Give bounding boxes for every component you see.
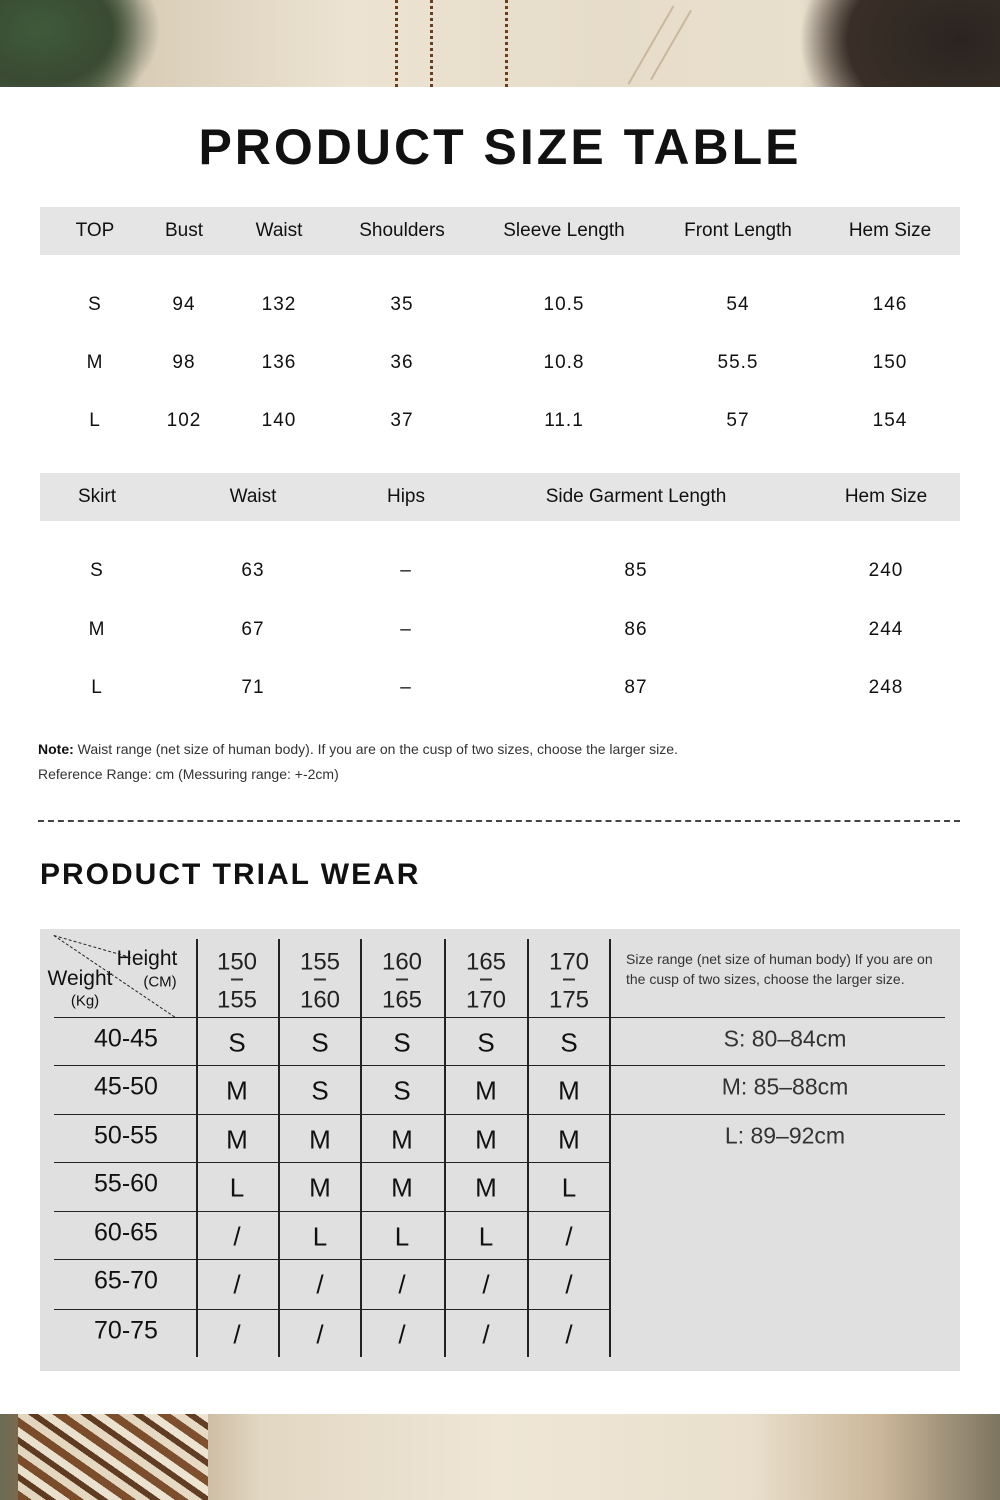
size-cell: M [475,1172,497,1203]
table-cell: 86 [624,619,648,640]
size-cell: S [228,1027,246,1058]
size-cell: / [233,1221,241,1252]
table-cell: 248 [868,677,904,698]
top-header-top: TOP [75,220,115,241]
size-note [38,737,678,787]
table-cell: – [400,677,412,698]
corner-weight-unit: (Kg) [70,992,100,1010]
trial-title: PRODUCT TRIAL WEAR [40,858,421,891]
grid-line [527,939,529,1357]
height-to: 175 [548,986,590,1014]
table-cell: 154 [872,410,908,431]
table-cell: 140 [261,410,297,431]
table-cell: 85 [624,560,648,581]
skirt-header-hem-size: Hem Size [844,486,928,507]
size-cell: L [229,1172,245,1203]
table-cell: 132 [261,294,297,315]
grid-line [609,1017,945,1018]
height-from: 155 [299,948,341,976]
skirt-table-header [40,473,960,521]
table-cell: – [400,560,412,581]
table-cell: 54 [726,294,750,315]
height-range-160-165 [382,944,422,1019]
size-cell: / [316,1319,324,1350]
grid-line [609,1114,945,1115]
size-cell: M [558,1124,580,1155]
table-cell: 37 [390,410,414,431]
weight-range: 70-75 [94,1316,158,1345]
corner-weight-label: Weight [47,967,113,990]
grid-line [278,939,280,1357]
table-cell: – [400,619,412,640]
skirt-header-hips: Hips [386,486,426,507]
table-cell: 63 [241,560,265,581]
grid-line [444,939,446,1357]
product-photo-top [0,0,1000,87]
size-cell: / [398,1269,406,1300]
size-cell: M [226,1124,248,1155]
table-cell: 146 [872,294,908,315]
top-header-waist: Waist [255,220,303,241]
weight-range: 45-50 [94,1072,158,1101]
height-range-170-175 [549,944,589,1019]
table-cell: 67 [241,619,265,640]
top-header-front-length: Front Length [684,220,792,241]
table-row [40,294,960,315]
top-header-bust: Bust [164,220,204,241]
skirt-header-waist: Waist [229,486,277,507]
table-cell: 10.8 [543,352,585,373]
size-cell: / [398,1319,406,1350]
trial-wear-table [40,929,960,1371]
height-to: 160 [299,986,341,1014]
size-cell: L [394,1221,410,1252]
reference-range: Reference Range: cm (Messuring range: +-2cm) [38,766,339,782]
grid-line [54,1162,609,1163]
table-cell: 102 [166,410,202,431]
corner-height-unit: (CM) [143,973,177,991]
table-cell: 71 [241,677,265,698]
size-cell: M [475,1124,497,1155]
size-cell: S [393,1027,411,1058]
table-cell: 240 [868,560,904,581]
size-cell: M [475,1075,497,1106]
table-row [40,352,960,373]
grid-line [54,1211,609,1212]
weight-range: 65-70 [94,1266,158,1295]
size-cell: S [311,1027,329,1058]
table-row [40,619,960,640]
top-size-table [40,207,960,447]
note-label: Note: [38,741,74,757]
height-to: 155 [216,986,258,1014]
height-to: 170 [465,986,507,1014]
table-row [40,560,960,581]
top-header-sleeve-length: Sleeve Length [503,220,625,241]
size-label: M [86,352,104,373]
top-header-hem-size: Hem Size [848,220,932,241]
table-cell: 36 [390,352,414,373]
size-cell: L [312,1221,328,1252]
size-cell: / [233,1319,241,1350]
size-cell: L [561,1172,577,1203]
table-cell: 98 [172,352,196,373]
size-cell: / [233,1269,241,1300]
size-cell: / [316,1269,324,1300]
weight-range: 60-65 [94,1218,158,1247]
bust-range: S: 80–84cm [723,1025,847,1052]
grid-line [54,1259,609,1260]
table-cell: 11.1 [544,410,584,431]
grid-line [54,1114,609,1115]
grid-line [609,1065,945,1066]
note-text: Waist range (net size of human body). If you are on the cusp of two sizes, choose the larger size. [77,741,678,757]
table-cell: 136 [261,352,297,373]
table-cell: 94 [172,294,196,315]
weight-range: 55-60 [94,1169,158,1198]
table-cell: 244 [868,619,904,640]
size-cell: S [477,1027,495,1058]
top-table-header [40,207,960,255]
size-cell: / [565,1269,573,1300]
size-cell: S [311,1075,329,1106]
grid-line [196,939,198,1357]
size-label: L [91,677,103,698]
size-cell: M [226,1075,248,1106]
skirt-header-skirt: Skirt [78,486,116,507]
basket-image [18,1414,208,1500]
size-cell: / [482,1319,490,1350]
table-cell: 87 [624,677,648,698]
size-label: S [88,294,102,315]
grid-line [54,1309,609,1310]
table-cell: 10.5 [543,294,585,315]
product-photo-bottom [0,1414,1000,1500]
page-title: PRODUCT SIZE TABLE [198,119,802,175]
table-cell: 55.5 [717,352,759,373]
height-range-165-170 [466,944,506,1019]
size-cell: M [558,1075,580,1106]
size-cell: / [565,1319,573,1350]
height-range-155-160 [300,944,340,1019]
height-from: 160 [381,948,423,976]
size-label: S [90,560,104,581]
bust-range: L: 89–92cm [724,1122,846,1149]
height-from: 150 [216,948,258,976]
size-cell: L [478,1221,494,1252]
grid-line [54,1065,609,1066]
grid-line [609,939,611,1357]
size-cell: M [309,1172,331,1203]
table-row [40,410,960,431]
size-cell: / [565,1221,573,1252]
trial-size-note: Size range (net size of human body) If you are on the cusp of two sizes, choose the larger size. [626,951,933,987]
table-cell: 57 [726,410,750,431]
size-label: M [88,619,106,640]
skirt-size-table [40,473,960,713]
height-from: 170 [548,948,590,976]
height-from: 165 [465,948,507,976]
table-cell: 150 [872,352,908,373]
weight-range: 50-55 [94,1121,158,1150]
skirt-header-side-garment-length: Side Garment Length [545,486,727,507]
bust-range: M: 85–88cm [721,1073,849,1100]
grid-line [360,939,362,1357]
height-range-150-155 [217,944,257,1019]
size-cell: M [391,1172,413,1203]
corner-height-label: Height [116,947,178,970]
weight-range: 40-45 [94,1024,158,1053]
size-cell: M [391,1124,413,1155]
size-cell: S [393,1075,411,1106]
height-to: 165 [381,986,423,1014]
size-cell: S [560,1027,578,1058]
table-cell: 35 [390,294,414,315]
size-cell: / [482,1269,490,1300]
section-divider [38,820,960,822]
top-header-shoulders: Shoulders [359,220,445,241]
size-label: L [89,410,101,431]
table-row [40,677,960,698]
size-cell: M [309,1124,331,1155]
